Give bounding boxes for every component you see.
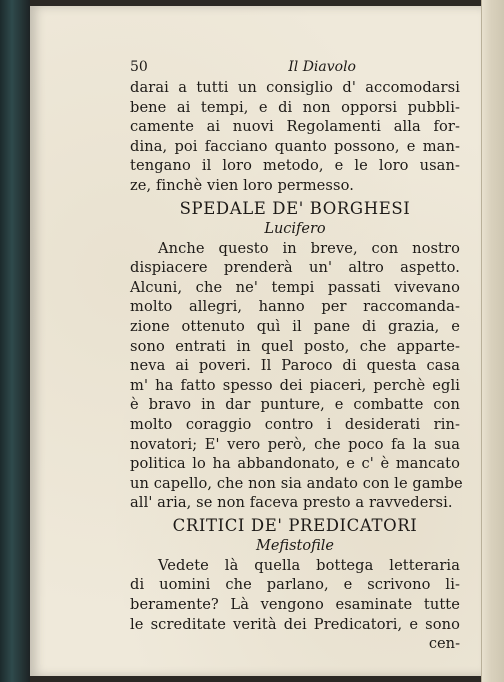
text-line: di uomini che parlano, e scrivono li- [130,576,460,594]
speaker-name: Mefistofile [256,537,334,554]
speaker-name: Lucifero [264,220,326,237]
text-line: novatori; E' vero però, che poco fa la sua [130,435,460,453]
text-line: dina, poi facciano quanto possono, e man- [130,137,460,155]
text-line: molto allegri, hanno per raccomanda- [130,298,460,316]
next-page-edge [481,0,504,682]
text-line: sono entrati in quel posto, che apparte- [130,337,460,355]
page-text [130,58,463,654]
text-line: bene ai tempi, e di non opporsi pubbli- [130,98,460,116]
page-number: 50 [130,59,148,75]
text-line: politica lo ha abbandonato, e c' è mancato [130,455,460,473]
text-line: tengano il loro metodo, e le loro usan- [130,157,460,175]
text-line: darai a tutti un consiglio d' accomodarsi [130,79,460,96]
text-line: Vedete là quella bottega letteraria [158,556,460,574]
text-line: ze, finchè vien loro permesso. [130,176,354,194]
section-heading: CRITICI DE' PREDICATORI [172,515,418,535]
text-line: zione ottenuto quì il pane di grazia, e [130,317,460,335]
text-line: dispiacere prenderà un' altro aspetto. [130,259,460,277]
text-line: le screditate verità dei Predicatori, e sono [130,615,460,633]
running-header [130,58,460,76]
section-heading: SPEDALE DE' BORGHESI [179,198,411,218]
text-line: beramente? Là vengono esaminate tutte [130,596,460,614]
section-paragraph [130,556,460,654]
book-page [30,6,482,676]
text-line: neva ai poveri. Il Paroco di questa casa [130,357,460,375]
text-line: Alcuni, che ne' tempi passati vivevano [130,278,460,296]
text-line: camente ai nuovi Regolamenti alla for- [130,118,460,136]
catchword: cen- [428,635,460,653]
text-line: Anche questo in breve, con nostro [158,239,460,257]
book-spine-edge [0,0,30,682]
intro-paragraph [130,78,460,196]
section-paragraph [130,239,463,513]
text-line: un capello, che non sia andato con le gambe [130,474,463,492]
running-title: Il Diavolo [288,59,356,75]
text-line: m' ha fatto spesso dei piaceri, perchè egli [130,376,460,394]
text-line: molto coraggio contro i desiderati rin- [130,415,460,433]
text-line: all' aria, se non faceva presto a ravvedersi. [130,494,453,512]
text-line: è bravo in dar punture, e combatte con [130,396,460,414]
